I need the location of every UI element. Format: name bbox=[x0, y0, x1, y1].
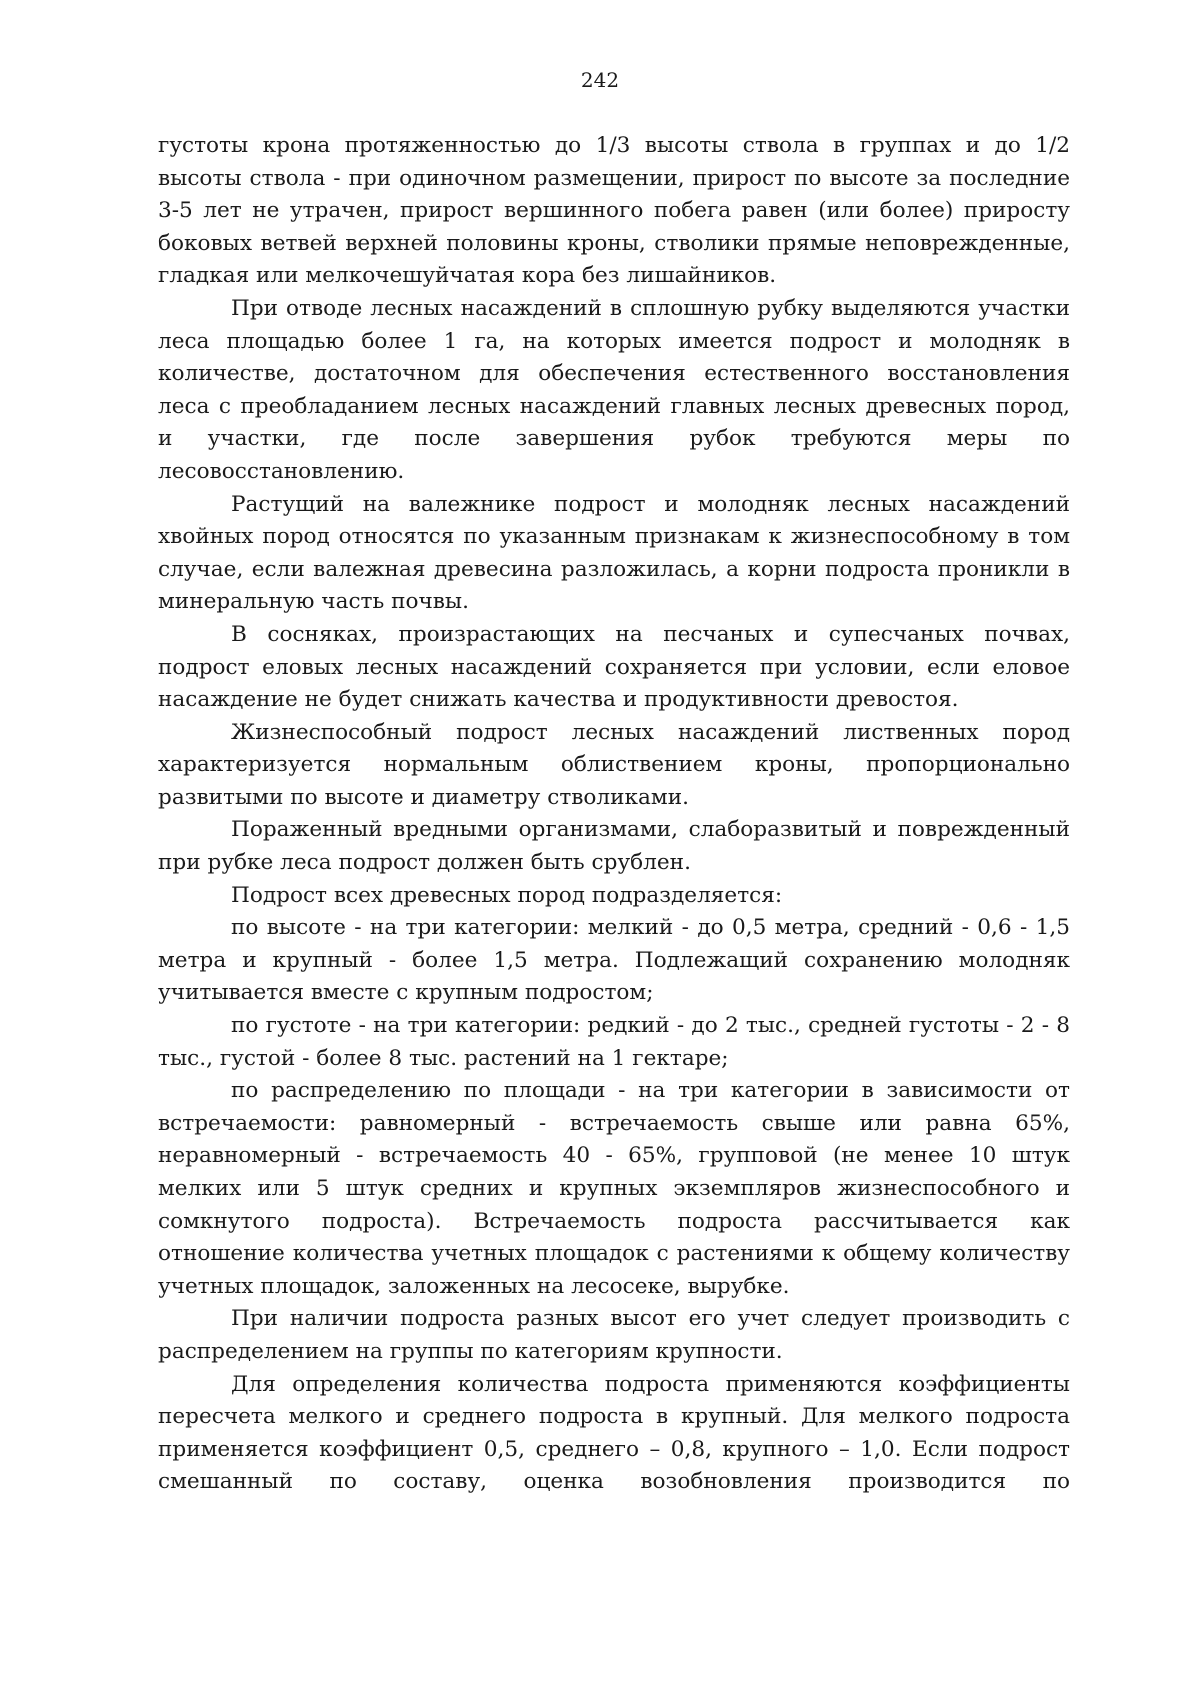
paragraph: Подрост всех древесных пород подразделяется: bbox=[231, 882, 783, 908]
list-paragraph: по густоте - на три категории: редкий - до 2 тыс., средней густоты - 2 - 8 тыс., густой - более 8 тыс. растений на 1 гектаре; bbox=[158, 1013, 1070, 1071]
list-paragraph: по высоте - на три категории: мелкий - до 0,5 метра, средний - 0,6 - 1,5 метра и крупный - более 1,5 метра. Подлежащий сохранению молодняк учитывается вместе с крупным подростом; bbox=[158, 915, 1070, 1006]
paragraph: Для определения количества подроста применяются коэффициенты пересчета мелкого и среднего подроста в крупный. Для мелкого подроста применяется коэффициент 0,5, среднего – 0,8, крупного – 1,0. Если подрост смешанный по составу, оценка возобновления производится по bbox=[158, 1371, 1070, 1495]
list-paragraph: по распределению по площади - на три категории в зависимости от встречаемости: равномерный - встречаемость свыше или равна 65%, неравномерный - встречаемость 40 - 65%, групповой (не менее 10 штук мелких или 5 штук средних и крупных экземпляров жизнеспособного и сомкнутого подроста). Встречаемость подроста рассчитывается как отношение количества учетных площадок с растениями к общему количеству учетных площадок, заложенных на лесосеке, вырубке. bbox=[158, 1078, 1070, 1299]
paragraph: В сосняках, произрастающих на песчаных и супесчаных почвах, подрост еловых лесных насаждений сохраняется при условии, если еловое насаждение не будет снижать качества и продуктивности древостоя. bbox=[158, 621, 1070, 713]
paragraph: густоты крона протяженностью до 1/3 высоты ствола в группах и до 1/2 высоты ствола - при одиночном размещении, прирост по высоте за последние 3-5 лет не утрачен, прирост вершинного побега равен (или более) приросту боковых ветвей верхней половины кроны, стволики прямые неповрежденные, гладкая или мелкочешуйчатая кора без лишайников. bbox=[158, 133, 1070, 289]
paragraph: Жизнеспособный подрост лесных насаждений лиственных пород характеризуется нормальным облиствением кроны, пропорционально развитыми по высоте и диаметру стволиками. bbox=[158, 719, 1070, 810]
document-body bbox=[158, 130, 1070, 1499]
page-number: 242 bbox=[580, 68, 620, 92]
paragraph: Растущий на валежнике подрост и молодняк лесных насаждений хвойных пород относятся по указанным признакам к жизнеспособному в том случае, если валежная древесина разложилась, а корни подроста проникли в минеральную часть почвы. bbox=[158, 491, 1070, 615]
paragraph: При наличии подроста разных высот его учет следует производить с распределением на группы по категориям крупности. bbox=[158, 1306, 1070, 1364]
paragraph: При отводе лесных насаждений в сплошную рубку выделяются участки леса площадью более 1 га, на которых имеется подрост и молодняк в количестве, достаточном для обеспечения естественного восстановления леса с преобладанием лесных насаждений главных лесных древесных пород, и участки, где после завершения рубок требуются меры по лесовосстановлению. bbox=[158, 295, 1070, 484]
paragraph: Пораженный вредными организмами, слаборазвитый и поврежденный при рубке леса подрост должен быть срублен. bbox=[158, 817, 1070, 876]
